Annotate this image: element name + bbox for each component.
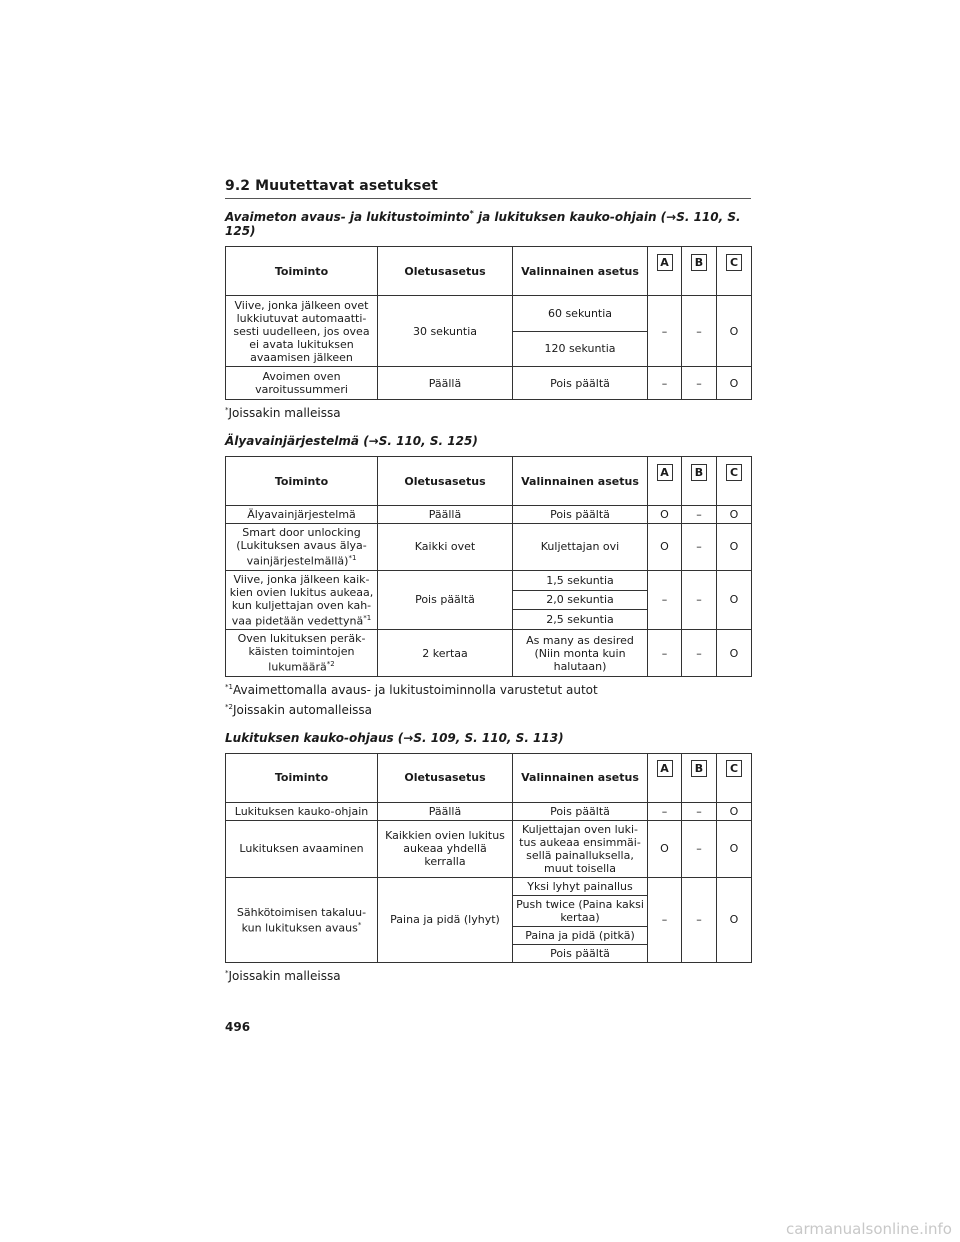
badge-b: B (691, 760, 707, 777)
cell-b: – (682, 802, 717, 820)
col-header-a (648, 247, 682, 296)
cell-b: – (682, 506, 717, 524)
cell-option: 60 sekuntia (513, 296, 648, 332)
col-header-custom: Valinnainen asetus (513, 457, 648, 506)
cell-function: Lukituksen kauko-ohjain (226, 802, 378, 820)
table1-footnote: *Joissakin malleissa (225, 406, 341, 420)
table1-header-row (226, 247, 752, 296)
cell-function: Smart door unlocking (Lukituksen avaus älya-vainjärjestelmällä)$^{*1}$ (226, 524, 378, 571)
cell-option: Push twice (Paina kaksi kertaa) (513, 895, 648, 926)
cell-option: Kuljettajan oven luki-tus aukeaa ensimmäi-sellä painalluksella, muut toisella (513, 820, 648, 877)
cell-c: O (717, 296, 752, 367)
cell-option: Kuljettajan ovi (513, 524, 648, 571)
cell-a: – (648, 367, 682, 400)
cell-c: O (717, 524, 752, 571)
cell-default: Paina ja pidä (lyhyt) (378, 877, 513, 962)
table-row (226, 296, 752, 332)
cell-b: – (682, 820, 717, 877)
cell-default: Pois päältä (378, 570, 513, 630)
table-row (226, 367, 752, 400)
cell-option: Paina ja pidä (pitkä) (513, 926, 648, 944)
cell-c: O (717, 802, 752, 820)
table2-footnote-1: $^{*1}$Avaimettomalla avaus- ja lukitustoiminnolla varustetut autot (225, 682, 598, 697)
cell-a: – (648, 296, 682, 367)
table3-title: Lukituksen kauko-ohjaus (→S. 109, S. 110, S. 113) (225, 730, 564, 745)
col-header-custom: Valinnainen asetus (513, 247, 648, 296)
table3 (225, 753, 752, 963)
cell-a: – (648, 802, 682, 820)
table-row (226, 524, 752, 571)
cell-c: O (717, 877, 752, 962)
badge-c: C (726, 254, 742, 271)
badge-b: B (691, 464, 707, 481)
table3-footnote: *Joissakin malleissa (225, 968, 341, 983)
col-header-c (717, 247, 752, 296)
cell-function: Viive, jonka jälkeen kaik-kien ovien lukitus aukeaa, kun kuljettajan oven kah-vaa pidetään vedettynä$^{*1}$ (226, 570, 378, 630)
col-header-c (717, 457, 752, 506)
col-header-c (717, 753, 752, 802)
table1-title: Avaimeton avaus- ja lukitustoiminto* ja lukituksen kauko-ohjain (→S. 110, S. 125) (225, 209, 741, 238)
badge-a: A (657, 760, 673, 777)
col-header-b (682, 753, 717, 802)
cell-function: Sähkötoimisen takaluu-kun lukituksen avaus* (226, 877, 378, 962)
col-header-a (648, 457, 682, 506)
cell-b: – (682, 296, 717, 367)
col-header-function: Toiminto (226, 753, 378, 802)
cell-default: Kaikkien ovien lukitus aukeaa yhdellä kerralla (378, 820, 513, 877)
cell-b: – (682, 570, 717, 630)
cell-default: 30 sekuntia (378, 296, 513, 367)
col-header-b (682, 457, 717, 506)
col-header-function: Toiminto (226, 457, 378, 506)
cell-a: O (648, 820, 682, 877)
col-header-default: Oletusasetus (378, 247, 513, 296)
cell-default: 2 kertaa (378, 630, 513, 677)
table1 (225, 246, 752, 400)
page-number: 496 (225, 1020, 251, 1034)
cell-c: O (717, 820, 752, 877)
cell-a: O (648, 524, 682, 571)
badge-b: B (691, 254, 707, 271)
cell-option: Pois päältä (513, 802, 648, 820)
cell-c: O (717, 630, 752, 677)
col-header-custom: Valinnainen asetus (513, 753, 648, 802)
cell-default: Kaikki ovet (378, 524, 513, 571)
cell-a: O (648, 506, 682, 524)
cell-c: O (717, 367, 752, 400)
cell-default: Päällä (378, 802, 513, 820)
table2-header-row (226, 457, 752, 506)
table-row (226, 506, 752, 524)
badge-a: A (657, 254, 673, 271)
manual-page (225, 178, 751, 997)
cell-c: O (717, 570, 752, 630)
cell-function: Lukituksen avaaminen (226, 820, 378, 877)
table2-footnote-2: $^{*2}$Joissakin automalleissa (225, 702, 373, 717)
watermark: carmanualsonline.info (786, 1220, 952, 1238)
cell-option: 1,5 sekuntia (513, 570, 648, 590)
table-row (226, 877, 752, 895)
cell-option: 120 sekuntia (513, 331, 648, 367)
cell-function: Älyavainjärjestelmä (226, 506, 378, 524)
table-row (226, 802, 752, 820)
col-header-a (648, 753, 682, 802)
cell-b: – (682, 877, 717, 962)
cell-a: – (648, 630, 682, 677)
cell-function: Oven lukituksen peräk-käisten toimintojen lukumäärä$^{*2}$ (226, 630, 378, 677)
col-header-function: Toiminto (226, 247, 378, 296)
table-row (226, 820, 752, 877)
section-header: 9.2 Muutettavat asetukset (225, 178, 751, 199)
cell-a: – (648, 877, 682, 962)
cell-function: Viive, jonka jälkeen ovet lukkiutuvat automaatti-sesti uudelleen, jos ovea ei avata lukituksen avaamisen jälkeen (226, 296, 378, 367)
cell-b: – (682, 367, 717, 400)
cell-b: – (682, 630, 717, 677)
cell-default: Päällä (378, 506, 513, 524)
table-row (226, 630, 752, 677)
cell-option: 2,0 sekuntia (513, 590, 648, 610)
col-header-default: Oletusasetus (378, 753, 513, 802)
col-header-default: Oletusasetus (378, 457, 513, 506)
cell-c: O (717, 506, 752, 524)
cell-option: As many as desired (Niin monta kuin halutaan) (513, 630, 648, 677)
table-row (226, 570, 752, 590)
table2-title: Älyavainjärjestelmä (→S. 110, S. 125) (225, 434, 478, 448)
badge-a: A (657, 464, 673, 481)
cell-option: Pois päältä (513, 506, 648, 524)
table3-header-row (226, 753, 752, 802)
badge-c: C (726, 464, 742, 481)
cell-option: Pois päältä (513, 944, 648, 962)
cell-option: 2,5 sekuntia (513, 610, 648, 630)
col-header-b (682, 247, 717, 296)
table2 (225, 456, 752, 677)
cell-function: Avoimen oven varoitussummeri (226, 367, 378, 400)
badge-c: C (726, 760, 742, 777)
cell-default: Päällä (378, 367, 513, 400)
cell-b: – (682, 524, 717, 571)
cell-option: Yksi lyhyt painallus (513, 877, 648, 895)
cell-a: – (648, 570, 682, 630)
cell-option: Pois päältä (513, 367, 648, 400)
